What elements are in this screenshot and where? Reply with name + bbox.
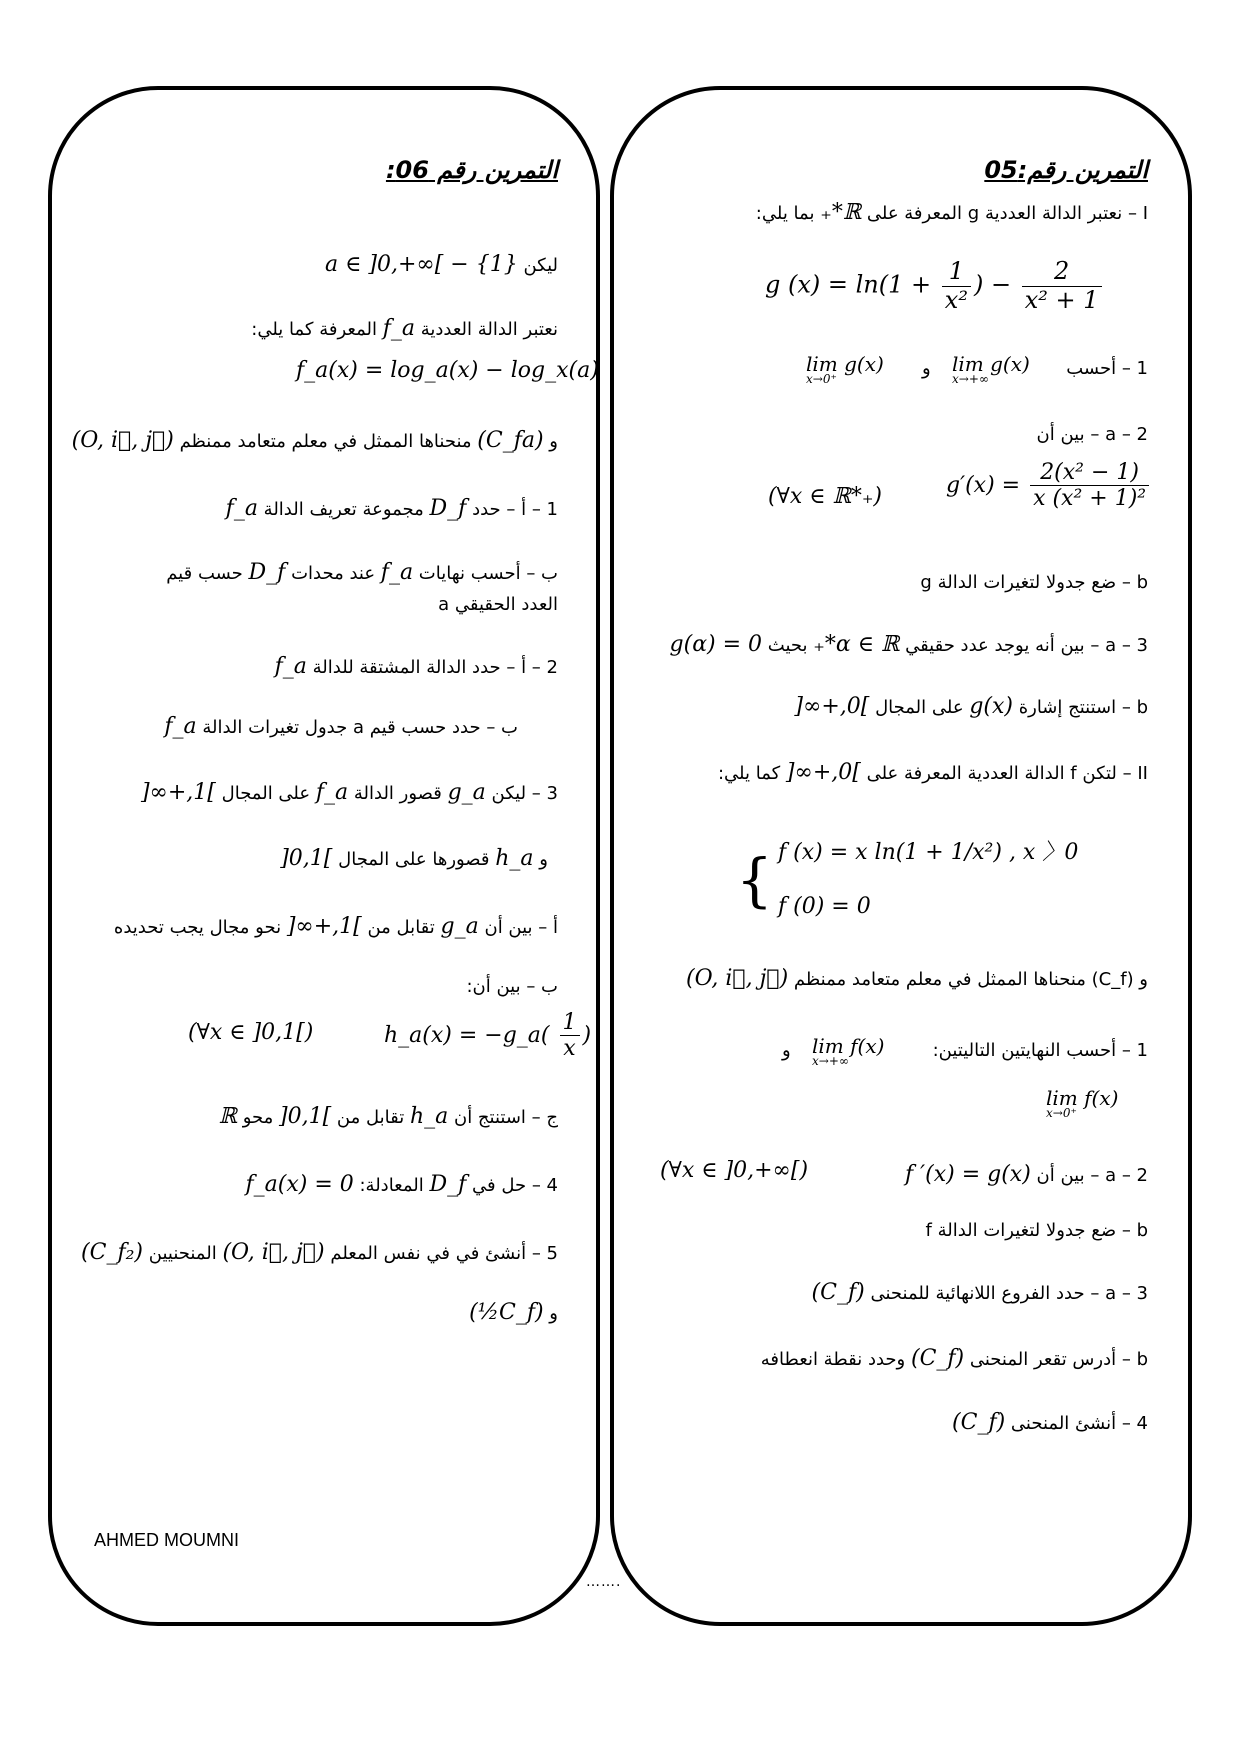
r-q1: 1 – أحسب xyxy=(1066,358,1148,379)
l-q5: 5 – أنشئ في في نفس المعلم (O, i⃗, j⃗) المنحنيين (C_f₂) xyxy=(81,1240,558,1265)
r-q2a: 2 – a – بين أن xyxy=(1036,424,1148,445)
r-p1: I – نعتبر الدالة العددية g المعرفة على ℝ*₊ بما يلي: xyxy=(755,200,1148,225)
fa-equation: f_a(x) = log_a(x) − log_x(a) xyxy=(296,358,599,383)
r-pII: II – لتكن f الدالة العددية المعرفة على ]0,+∞[ كما يلي: xyxy=(717,760,1148,785)
r-q3bf: b – أدرس تقعر المنحنى (C_f) وحدد نقطة انعطافه xyxy=(760,1346,1148,1371)
r-q3a: 3 – a – بين أنه يوجد عدد حقيقي α ∈ ℝ*₊ بحيث g(α) = 0 xyxy=(669,632,1148,657)
r-q2b: b – ضع جدولا لتغيرات الدالة g xyxy=(920,572,1148,593)
l-q1b-line2: العدد الحقيقي a xyxy=(438,594,558,615)
r-q1f: 1 – أحسب النهايتين التاليتين: xyxy=(932,1040,1148,1061)
r-q1f-and: و xyxy=(782,1040,791,1061)
l-q3b: ب – بين أن: xyxy=(466,976,558,997)
l-q3b-eq: h_a(x) = −g_a( $\frac{1}{x}$ ) xyxy=(384,1010,592,1062)
l-q3-l2: و h_a قصورها على المجال ]0,1[ xyxy=(280,846,548,871)
l-p-let: ليكن a ∈ ]0,+∞[ − {1} xyxy=(324,252,558,277)
r-q3af: 3 – a – حدد الفروع اللانهائية للمنحنى (C_f) xyxy=(811,1280,1148,1305)
f-definition-system: { f (x) = x ln(1 + 1/x²) , x 〉0 f (0) = 0 xyxy=(736,840,1079,919)
l-q2a: 2 – أ – حدد الدالة المشتقة للدالة f_a xyxy=(274,654,558,679)
l-q3a: أ – بين أن g_a تقابل من ]1,+∞[ نحو مجال يجب تحديده xyxy=(113,914,558,939)
r-q1-and: و xyxy=(922,358,931,379)
l-q5-l2: و (C_f½) xyxy=(469,1300,558,1325)
l-q3: 3 – ليكن g_a قصور الدالة f_a على المجال ]1,+∞[ xyxy=(140,780,558,805)
r-q2a-cond: (∀x ∈ ℝ*₊) xyxy=(768,484,883,509)
l-curve: و (C_fa) منحناها الممثل في معلم متعامد ممنظم (O, i⃗, j⃗) xyxy=(71,428,558,453)
r-q4f: 4 – أنشئ المنحنى (C_f) xyxy=(952,1410,1148,1435)
r-q2af: 2 – a – بين أن f ′(x) = g(x) xyxy=(905,1162,1148,1187)
exercise-06-title: التمرين رقم 06: xyxy=(385,156,558,184)
exercise-05-title: التمرين رقم:05 xyxy=(984,156,1148,184)
r-q1-lim1: lim g(x) x→+∞ xyxy=(952,352,1030,386)
r-q2bf: b – ضع جدولا لتغيرات الدالة f xyxy=(925,1220,1148,1241)
l-q1a: 1 – أ – حدد D_f مجموعة تعريف الدالة f_a xyxy=(225,496,558,521)
g-definition: g (x) = ln(1 + $\frac{1}{\text{x²}}$ ) − $\frac{2}{\text{x² + 1}}$ xyxy=(765,258,1105,314)
l-q2b: ب – حدد حسب قيم a جدول تغيرات الدالة f_a xyxy=(164,714,518,739)
r-q1-lim2: lim g(x) x→0⁺ xyxy=(806,352,884,386)
author-footer: AHMED MOUMNI xyxy=(94,1530,239,1550)
r-q3b: b – استنتج إشارة g(x) على المجال ]0,+∞[ xyxy=(794,694,1148,719)
l-q3c: ج – استنتج أن h_a تقابل من ]0,1[ محو ℝ xyxy=(218,1104,558,1129)
l-q1b: ب – أحسب نهايات f_a عند محدات D_f حسب قيم xyxy=(166,560,558,585)
l-q3b-cond: (∀x ∈ ]0,1[) xyxy=(188,1020,314,1045)
r-q1f-lim1: lim f(x) x→+∞ xyxy=(812,1034,885,1068)
r-p1-set: ℝ*₊ xyxy=(820,200,862,225)
r-q2a-eq: g′(x) = $\frac{\text{2(x² − 1)}}{\text{x (x² + 1)²}}$ xyxy=(946,460,1152,512)
l-p-def: نعتبر الدالة العددية f_a المعرفة كما يلي: xyxy=(251,316,558,341)
l-q4: 4 – حل في D_f المعادلة: f_a(x) = 0 xyxy=(245,1172,558,1197)
r-curve: و (C_f) منحناها الممثل في معلم متعامد ممنظم (O, i⃗, j⃗) xyxy=(686,966,1148,991)
r-q2af-cond: (∀x ∈ ]0,+∞[) xyxy=(660,1158,809,1183)
r-q1f-lim2: lim f(x) x→0⁺ xyxy=(1046,1086,1119,1120)
separator-dots: ……. xyxy=(586,1574,622,1590)
